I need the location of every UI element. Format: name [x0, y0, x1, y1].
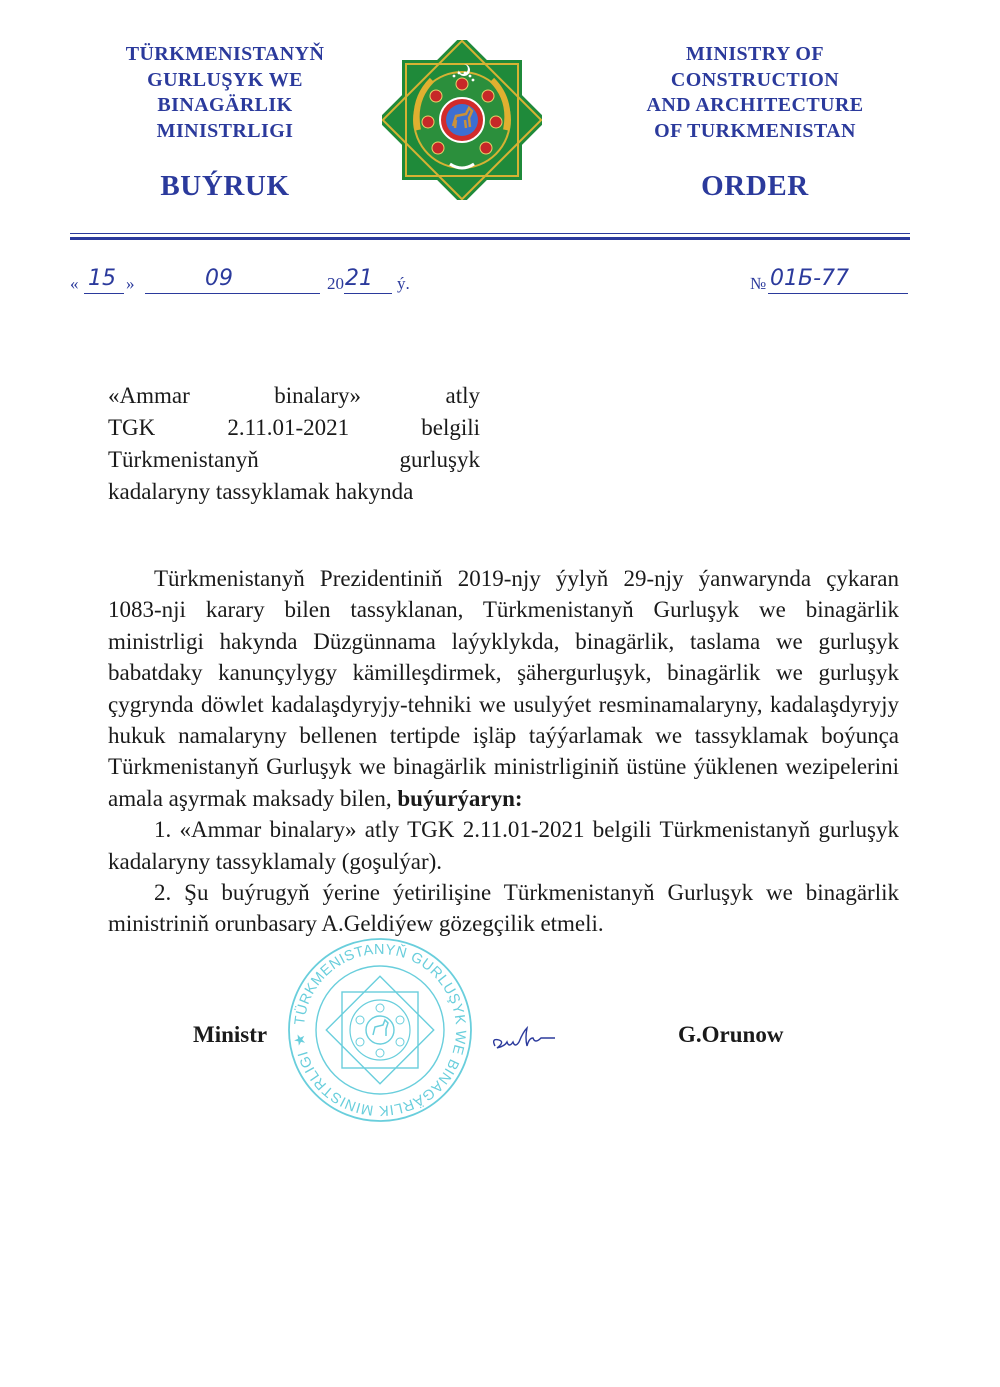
- header-rule-thin: [70, 233, 910, 234]
- subject-line-4: kadalaryny tassyklamak hakynda: [108, 479, 414, 504]
- official-stamp: [285, 935, 475, 1125]
- date-year-prefix: 20: [327, 274, 344, 293]
- header-right-line-4: OF TURKMENISTAN: [654, 119, 856, 142]
- date-close-quote: »: [126, 274, 135, 293]
- date-month: 09: [205, 266, 233, 291]
- date-day-underline: [84, 293, 124, 294]
- date-day: 15: [88, 266, 116, 291]
- header-left-line-4: MINISTRLIGI: [156, 119, 294, 142]
- header-left-line-1: TÜRKMENISTANYŇ: [125, 43, 325, 65]
- subject-line-1: «Ammar binalary» atly: [108, 383, 480, 408]
- date-open-quote: «: [70, 274, 79, 293]
- header-left-title: BUÝRUK: [160, 170, 290, 202]
- subject-line-3: Türkmenistanyň gurluşyk: [108, 447, 480, 472]
- date-year-suffix: 21: [345, 266, 373, 291]
- body-item-2: 2. Şu buýrugyň ýerine ýetirilişine Türkmenistanyň Gurluşyk we binagärlik ministriniň orunbasary A.Geldiýew gözegçilik etmeli.: [108, 880, 899, 937]
- body-intro-bold: buýurýaryn:: [397, 785, 523, 811]
- subject-line-2: TGK 2.11.01-2021 belgili: [108, 415, 480, 440]
- header-right-title: ORDER: [701, 170, 809, 202]
- svg-text:TÜRKMENISTANYŇ GURLUŞYK WE BIN: TÜRKMENISTANYŇ GURLUŞYK WE BINAGÄRLIK MINISTRLIGI ★: [291, 941, 469, 1119]
- header-left-line-2: GURLUŞYK WE: [147, 68, 303, 91]
- order-subject: [108, 380, 480, 508]
- header-right-line-2: CONSTRUCTION: [670, 68, 840, 91]
- order-body: [108, 563, 899, 940]
- body-intro: Türkmenistanyň Prezidentiniň 2019-njy ýylyň 29-njy ýanwarynda çykaran 1083-nji karary bilen tassyklanan, Türkmenistanyň Gurluşyk we binagärlik ministrligi hakynda Düzgünnama laýyklykda, binagärlik, taslama we gurluşyk babatdaky kanunçylygy kämilleşdirmek, şähergurluşyk, binagärlik we gurluşyk çygrynda döwlet kadalaşdyryjy-tehniki we usulyýet resminamalaryny, kadalaşdyryjy hukuk namalaryny bellenen tertipde işläp taýýarlamak we tassyklamak boýunça Türkmenistanyň Gurluşyk we binagärlik ministrliginiň üstüne ýüklenen wezipelerini amala aşyrmak maksady bilen,: [108, 566, 899, 811]
- signature-name: G.Orunow: [678, 1022, 784, 1047]
- signature-title: Ministr: [193, 1022, 268, 1047]
- body-item-1: 1. «Ammar binalary» atly TGK 2.11.01-2021 belgili Türkmenistanyň gurluşyk kadalaryny tassyklamaly (goşulýar).: [108, 817, 899, 874]
- order-number-label: №: [750, 274, 767, 293]
- header-right-block: [615, 42, 895, 144]
- date-month-underline: [145, 293, 320, 294]
- body-intro-paragraph: [108, 563, 899, 814]
- date-year-underline: [344, 293, 392, 294]
- header-rule-thick: [70, 237, 910, 240]
- header-left-block: [90, 42, 360, 144]
- order-number-value: 01Б-77: [770, 266, 850, 291]
- date-year-mark: ý.: [397, 274, 410, 293]
- state-emblem-icon: [382, 40, 542, 200]
- header-left-line-3: BINAGÄRLIK: [157, 94, 293, 116]
- header-right-line-1: MINISTRY OF: [686, 43, 824, 65]
- header-right-line-3: AND ARCHITECTURE: [646, 94, 864, 116]
- handwritten-signature: [485, 1022, 565, 1062]
- order-number-underline: [768, 293, 908, 294]
